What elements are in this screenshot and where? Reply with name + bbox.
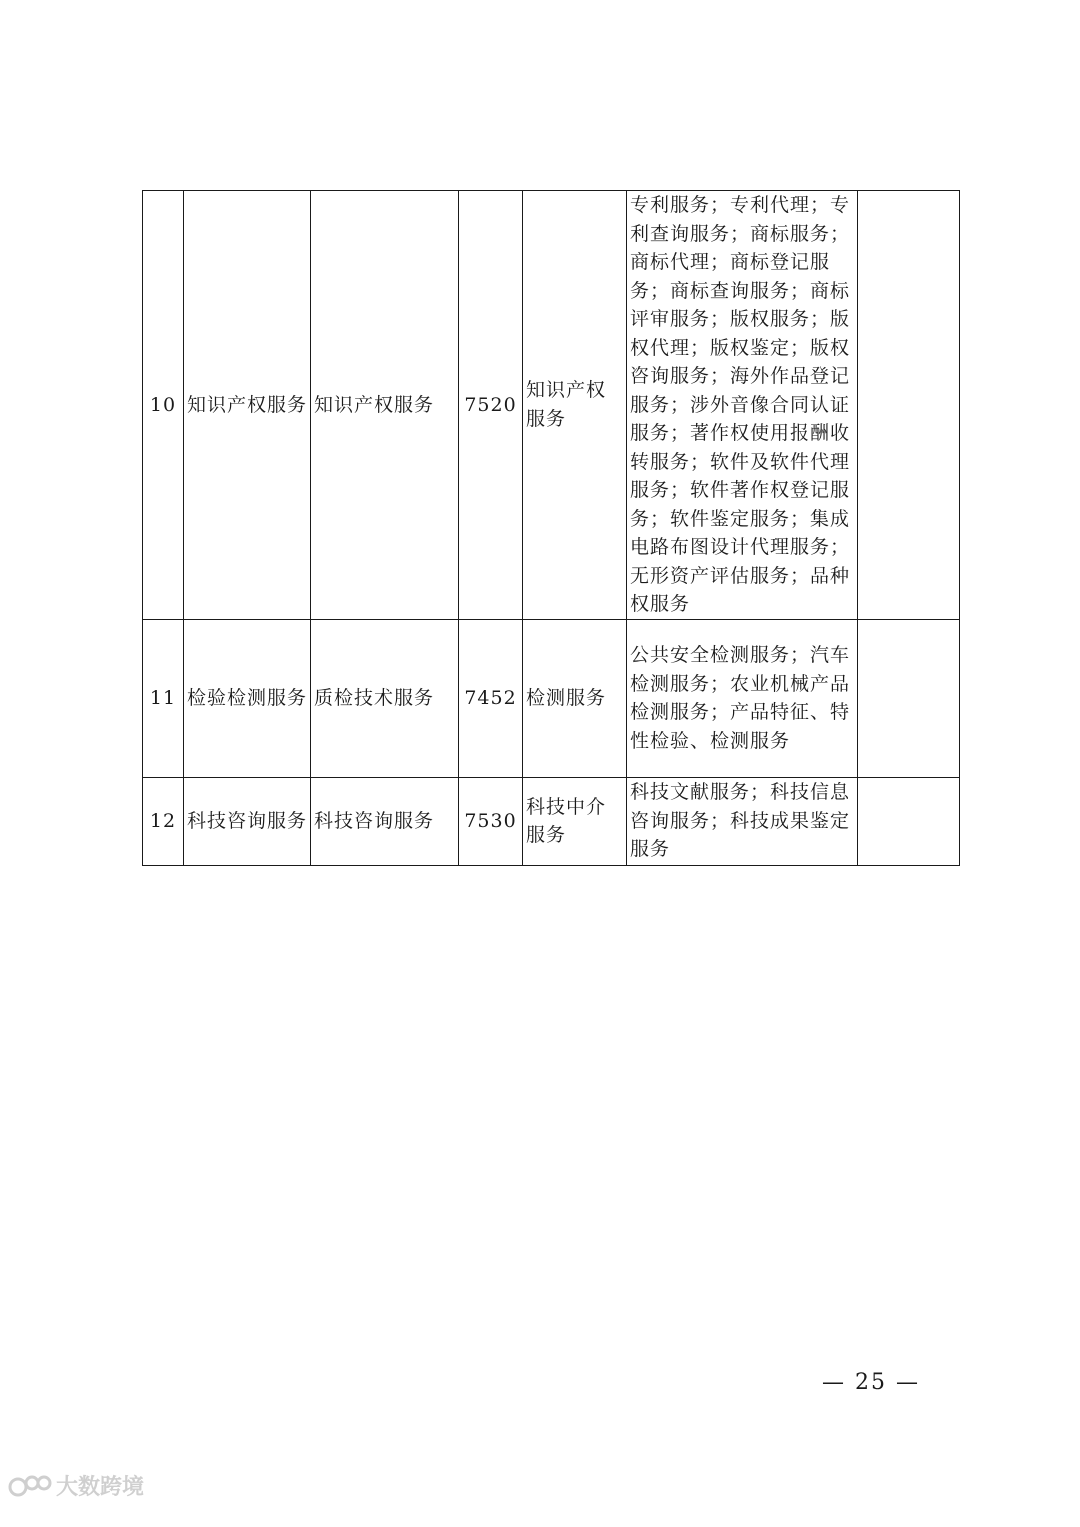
table-row <box>143 191 960 620</box>
code-name-cell: 知识产权服务 <box>523 191 627 620</box>
remark-cell <box>858 619 960 777</box>
service-catalog-table <box>142 190 960 866</box>
table-row <box>143 619 960 777</box>
code-name-cell: 检测服务 <box>523 619 627 777</box>
detail-cell: 科技文献服务；科技信息咨询服务；科技成果鉴定服务 <box>627 777 858 865</box>
detail-cell: 专利服务；专利代理；专利查询服务；商标服务；商标代理；商标登记服务；商标查询服务；商标评审服务；版权服务；版权代理；版权鉴定；版权咨询服务；海外作品登记服务；涉外音像合同认证服务；著作权使用报酬收转服务；软件及软件代理服务；软件著作权登记服务；软件鉴定服务；集成电路布图设计代理服务；无形资产评估服务；品种权服务 <box>627 191 858 620</box>
row-number: 10 <box>143 191 184 620</box>
detail-cell: 公共安全检测服务；汽车检测服务；农业机械产品检测服务；产品特征、特性检验、检测服务 <box>627 619 858 777</box>
industry-code-cell: 7530 <box>459 777 523 865</box>
category-cell: 知识产权服务 <box>184 191 311 620</box>
row-number: 11 <box>143 619 184 777</box>
watermark <box>8 1470 144 1501</box>
remark-cell <box>858 777 960 865</box>
industry-name-cell: 质检技术服务 <box>311 619 459 777</box>
category-cell: 科技咨询服务 <box>184 777 311 865</box>
industry-name-cell: 科技咨询服务 <box>311 777 459 865</box>
code-name-cell: 科技中介服务 <box>523 777 627 865</box>
industry-code-cell: 7520 <box>459 191 523 620</box>
page-number: — 25 — <box>822 1370 920 1395</box>
industry-code-cell: 7452 <box>459 619 523 777</box>
industry-name-cell: 知识产权服务 <box>311 191 459 620</box>
watermark-text: 大数跨境 <box>56 1475 145 1500</box>
logo-icon <box>8 1473 52 1499</box>
remark-cell <box>858 191 960 620</box>
table-row <box>143 777 960 865</box>
category-cell: 检验检测服务 <box>184 619 311 777</box>
row-number: 12 <box>143 777 184 865</box>
